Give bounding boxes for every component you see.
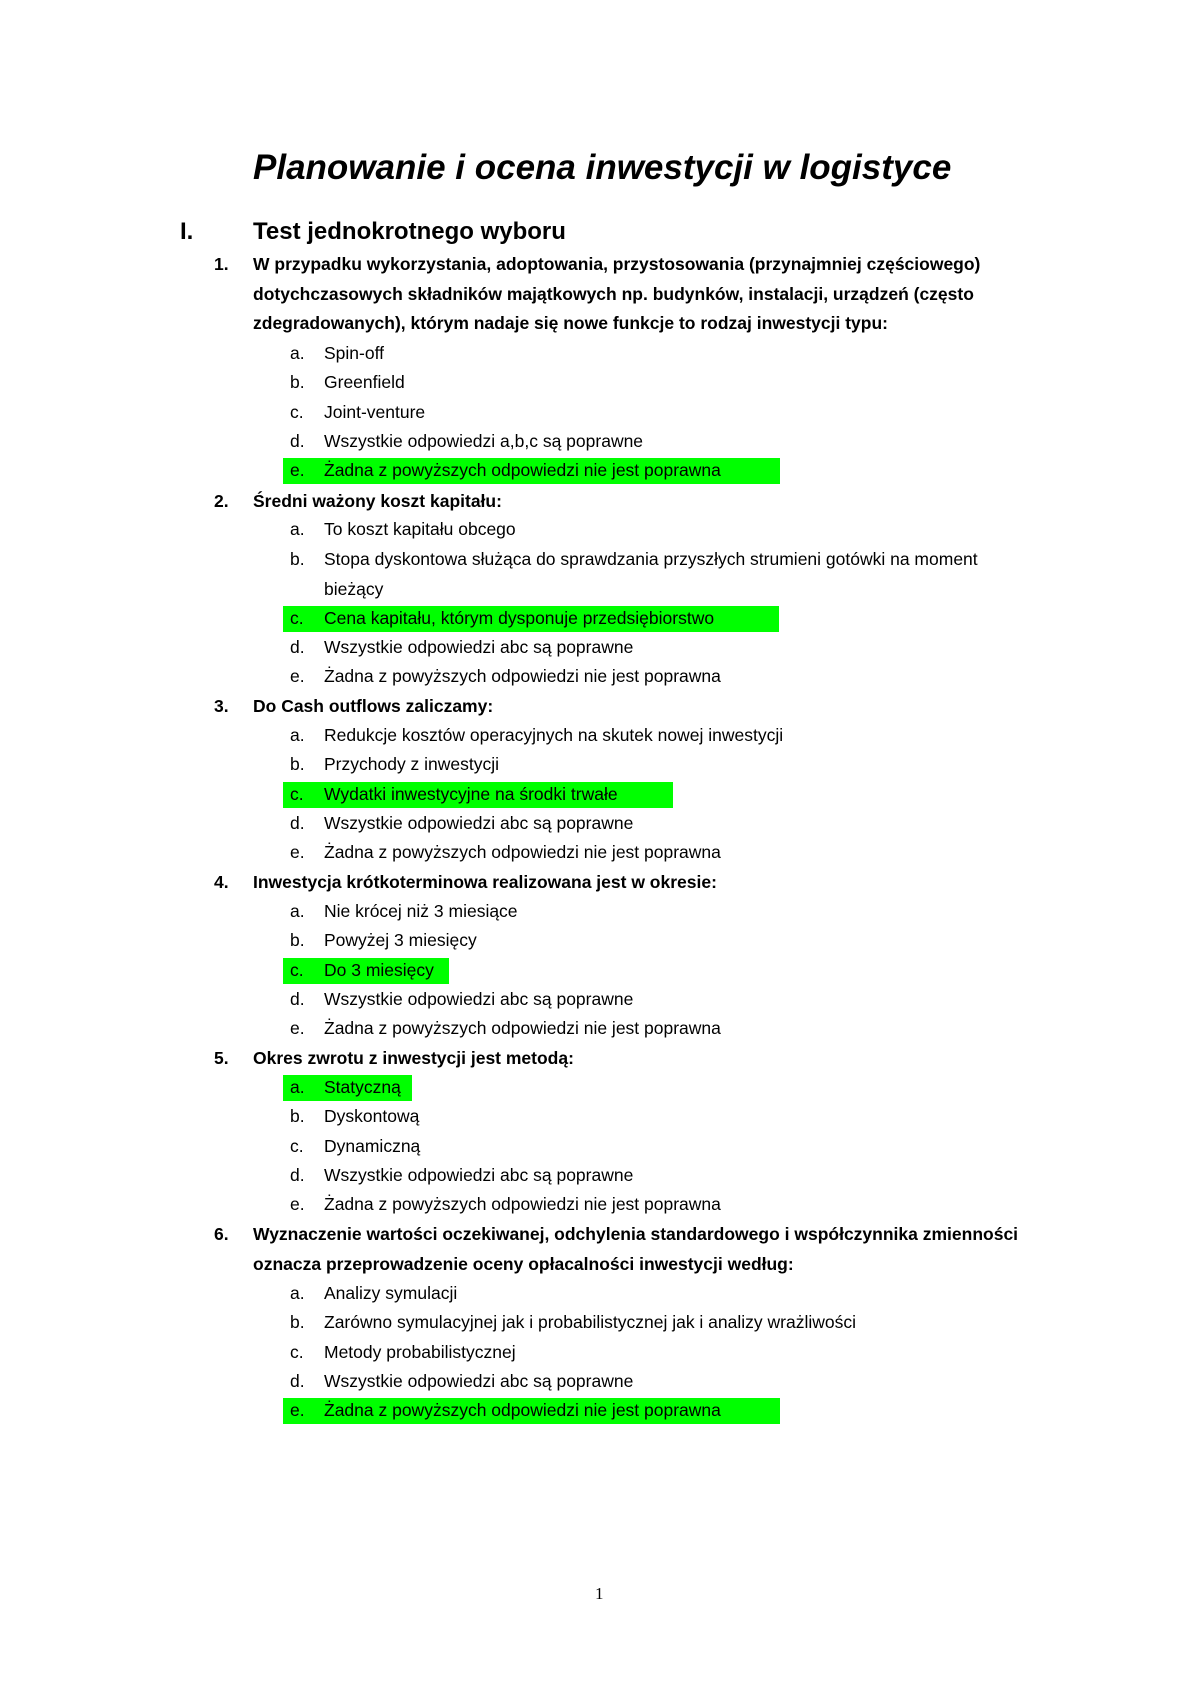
question-number: 6. <box>214 1224 229 1244</box>
answer-item <box>0 780 1200 809</box>
answer-text: Żadna z powyższych odpowiedzi nie jest poprawna <box>324 842 721 862</box>
answer-letter: c. <box>290 1342 304 1362</box>
question-number: 1. <box>214 254 229 274</box>
question-number: 3. <box>214 696 229 716</box>
answer-text: Powyżej 3 miesięcy <box>324 930 477 950</box>
answer-letter: e. <box>290 842 305 862</box>
answer-item <box>0 1073 1200 1102</box>
answer-text: Cena kapitału, którym dysponuje przedsiębiorstwo <box>324 608 715 628</box>
answer-item <box>0 1338 1200 1367</box>
answer-text: Joint-venture <box>324 402 426 422</box>
answer-text: Wszystkie odpowiedzi abc są poprawne <box>324 1371 634 1391</box>
answer-text: To koszt kapitału obcego <box>324 519 516 539</box>
answer-letter: c. <box>290 608 304 628</box>
answer-text: Żadna z powyższych odpowiedzi nie jest poprawna <box>324 666 721 686</box>
answer-text: Przychody z inwestycji <box>324 754 500 774</box>
answer-text: Wszystkie odpowiedzi abc są poprawne <box>324 637 634 657</box>
answer-item <box>0 398 1200 427</box>
answer-item <box>0 1102 1200 1131</box>
question-text: Okres zwrotu z inwestycji jest metodą: <box>253 1048 574 1068</box>
answer-letter: b. <box>290 754 305 774</box>
answer-text: Żadna z powyższych odpowiedzi nie jest poprawna <box>324 1400 721 1420</box>
section-title: Test jednokrotnego wyboru <box>253 218 566 245</box>
question-number: 5. <box>214 1048 229 1068</box>
answer-letter: e. <box>290 1018 305 1038</box>
question-text: Do Cash outflows zaliczamy: <box>253 696 494 716</box>
answer-item <box>0 456 1200 485</box>
answer-letter: c. <box>290 402 304 422</box>
answer-text: Wydatki inwestycyjne na środki trwałe <box>324 784 618 804</box>
answer-item <box>0 1396 1200 1425</box>
answer-text: Wszystkie odpowiedzi a,b,c są poprawne <box>324 431 644 451</box>
answer-item <box>0 633 1200 662</box>
answer-item <box>0 662 1200 691</box>
answer-item <box>0 427 1200 456</box>
page-number: 1 <box>595 1584 604 1603</box>
question-text: W przypadku wykorzystania, adoptowania, przystosowania (przynajmniej częściowego) dotychczasowych składników majątkowych np. budynków, instalacji, urządzeń (często zdegradowanych), którym nadaje się nowe funkcje to rodzaj inwestycji typu: <box>253 254 981 333</box>
answer-text: Wszystkie odpowiedzi abc są poprawne <box>324 813 634 833</box>
answer-text: Redukcje kosztów operacyjnych na skutek nowej inwestycji <box>324 725 784 745</box>
answer-text: Zarówno symulacyjnej jak i probabilistycznej jak i analizy wrażliwości <box>324 1312 856 1332</box>
answer-item <box>0 956 1200 985</box>
answer-item <box>0 1308 1200 1337</box>
answer-item <box>0 721 1200 750</box>
answer-item <box>0 604 1200 633</box>
answer-letter: b. <box>290 1106 305 1126</box>
answer-item <box>0 1132 1200 1161</box>
answer-letter: a. <box>290 343 305 363</box>
answer-letter: a. <box>290 725 305 745</box>
answer-letter: a. <box>290 1283 305 1303</box>
answer-text: Żadna z powyższych odpowiedzi nie jest poprawna <box>324 460 721 480</box>
question-text: Inwestycja krótkoterminowa realizowana jest w okresie: <box>253 872 717 892</box>
page-title: Planowanie i ocena inwestycji w logistyce <box>253 148 952 187</box>
answer-item <box>0 1190 1200 1219</box>
answer-item <box>0 750 1200 779</box>
answer-letter: c. <box>290 1136 304 1156</box>
answer-letter: e. <box>290 666 305 686</box>
answer-text: Stopa dyskontowa służąca do sprawdzania przyszłych strumieni gotówki na moment bieżący <box>324 549 978 599</box>
answer-item <box>0 809 1200 838</box>
answer-text: Żadna z powyższych odpowiedzi nie jest poprawna <box>324 1018 721 1038</box>
answer-text: Metody probabilistycznej <box>324 1342 516 1362</box>
answer-letter: e. <box>290 460 305 480</box>
answer-letter: b. <box>290 930 305 950</box>
answer-letter: d. <box>290 637 305 657</box>
answer-item <box>0 339 1200 368</box>
answer-letter: c. <box>290 960 304 980</box>
question-text: Wyznaczenie wartości oczekiwanej, odchylenia standardowego i współczynnika zmienności oznacza przeprowadzenie oceny opłacalności inwestycji według: <box>253 1224 1019 1274</box>
answer-letter: d. <box>290 813 305 833</box>
answer-item <box>0 1161 1200 1190</box>
answer-text: Wszystkie odpowiedzi abc są poprawne <box>324 989 634 1009</box>
question-text: Średni ważony koszt kapitału: <box>253 491 502 511</box>
answer-text: Greenfield <box>324 372 405 392</box>
question-number: 4. <box>214 872 229 892</box>
answer-item <box>0 926 1200 955</box>
answer-letter: d. <box>290 431 305 451</box>
answer-item <box>0 545 1200 604</box>
answer-letter: e. <box>290 1194 305 1214</box>
answer-letter: b. <box>290 372 305 392</box>
answer-item <box>0 1014 1200 1043</box>
answer-letter: d. <box>290 1165 305 1185</box>
answer-letter: a. <box>290 1077 305 1097</box>
answer-letter: c. <box>290 784 304 804</box>
answer-text: Dynamiczną <box>324 1136 421 1156</box>
answer-letter: e. <box>290 1400 305 1420</box>
answer-item <box>0 838 1200 867</box>
answer-letter: b. <box>290 1312 305 1332</box>
answer-text: Wszystkie odpowiedzi abc są poprawne <box>324 1165 634 1185</box>
answer-item <box>0 1367 1200 1396</box>
answer-item <box>0 897 1200 926</box>
answer-text: Statyczną <box>324 1077 401 1097</box>
answer-text: Dyskontową <box>324 1106 420 1126</box>
answer-letter: b. <box>290 549 305 569</box>
answer-letter: d. <box>290 1371 305 1391</box>
section-number: I. <box>180 218 194 245</box>
answer-item <box>0 985 1200 1014</box>
answer-text: Analizy symulacji <box>324 1283 458 1303</box>
answer-item <box>0 515 1200 544</box>
answer-item <box>0 368 1200 397</box>
answer-text: Nie krócej niż 3 miesiące <box>324 901 518 921</box>
answer-letter: d. <box>290 989 305 1009</box>
answer-text: Spin-off <box>324 343 384 363</box>
question-number: 2. <box>214 491 229 511</box>
answer-letter: a. <box>290 519 305 539</box>
answer-text: Do 3 miesięcy <box>324 960 434 980</box>
answer-letter: a. <box>290 901 305 921</box>
answer-item <box>0 1279 1200 1308</box>
answer-text: Żadna z powyższych odpowiedzi nie jest poprawna <box>324 1194 721 1214</box>
